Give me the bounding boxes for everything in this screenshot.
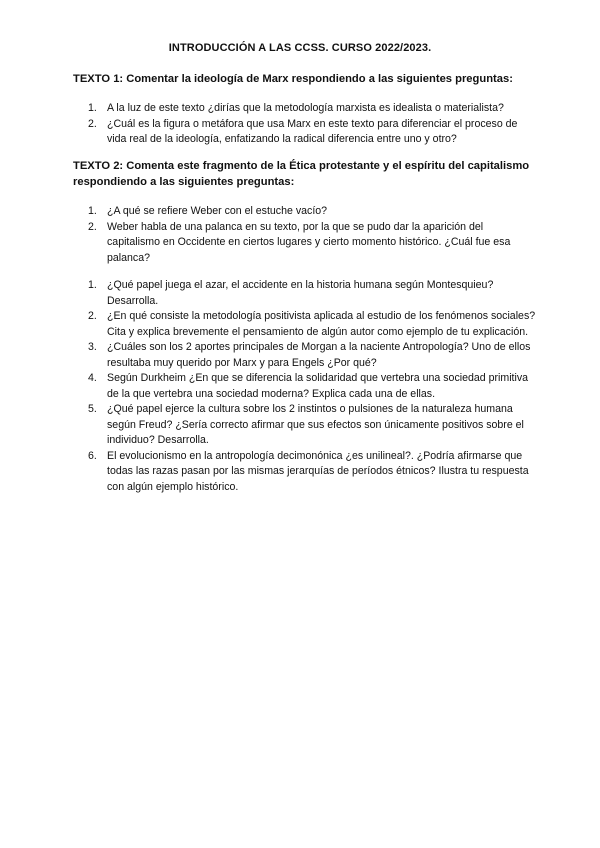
list-item-number: 2. bbox=[88, 310, 97, 322]
list-item-number: 4. bbox=[88, 372, 97, 384]
list-item-text: Weber habla de una palanca en su texto, por la que se pudo dar la aparición del capitalismo en Occidente en ciertos lugares y cierto momento histórico. ¿Cuál fue esa palanca? bbox=[107, 220, 511, 264]
list-item bbox=[88, 101, 538, 117]
list-item-text: ¿Qué papel ejerce la cultura sobre los 2 instintos o pulsiones de la naturaleza humana según Freud? ¿Sería correcto afirmar que sus efectos son únicamente positivos sobre el individuo? Desarrolla. bbox=[107, 403, 524, 446]
list-item-text: ¿Cuáles son los 2 aportes principales de Morgan a la naciente Antropología? Uno de ellos resultaba muy querido por Marx y para Engels ¿Por qué? bbox=[107, 341, 531, 369]
list-item bbox=[88, 117, 538, 148]
list-item-text: El evolucionismo en la antropología decimonónica ¿es unilineal?. ¿Podría afirmarse que todas las razas pasan por las mismas jerarquías de períodos étnicos? Ilustra tu respuesta con algún ejemplo histórico. bbox=[107, 449, 529, 493]
general-question-list bbox=[88, 278, 538, 495]
list-item bbox=[88, 204, 538, 220]
list-item-number: 6. bbox=[88, 449, 97, 462]
list-item-text: ¿Cuál es la figura o metáfora que usa Marx en este texto para diferenciar el proceso de vida real de la ideología, enfatizando la radical diferencia entre uno y otro? bbox=[107, 117, 518, 145]
list-item bbox=[88, 449, 538, 496]
list-item-number: 3. bbox=[88, 341, 97, 353]
list-item bbox=[88, 220, 538, 267]
text2-question-list bbox=[88, 204, 538, 266]
list-item-number: 1. bbox=[88, 102, 97, 114]
list-item-text: ¿En qué consiste la metodología positivista aplicada al estudio de los fenómenos sociales? Cita y explica brevemente el pensamiento de algún autor como ejemplo de tu explicación. bbox=[107, 310, 536, 338]
list-item bbox=[88, 309, 538, 340]
list-item bbox=[88, 278, 538, 309]
list-item bbox=[88, 402, 538, 449]
list-item-number: 1. bbox=[88, 205, 97, 217]
list-item-number: 2. bbox=[88, 117, 97, 130]
list-item-text: ¿A qué se refiere Weber con el estuche vacío? bbox=[107, 205, 328, 217]
list-item-number: 2. bbox=[88, 220, 97, 233]
text1-heading: TEXTO 1: Comentar la ideología de Marx respondiendo a las siguientes preguntas: bbox=[73, 73, 513, 85]
list-item-number: 5. bbox=[88, 403, 97, 415]
list-item-number: 1. bbox=[88, 279, 97, 291]
document-title: INTRODUCCIÓN A LAS CCSS. CURSO 2022/2023. bbox=[168, 42, 432, 54]
list-item bbox=[88, 371, 538, 402]
text1-question-list bbox=[88, 101, 538, 148]
list-item bbox=[88, 340, 538, 371]
list-item-text: Según Durkheim ¿En que se diferencia la solidaridad que vertebra una sociedad primitiva de la que vertebra una sociedad moderna? Explica cada una de ellas. bbox=[107, 372, 529, 400]
text2-heading: TEXTO 2: Comenta este fragmento de la Ética protestante y el espíritu del capitalismo respondiendo a las siguientes preguntas: bbox=[73, 160, 530, 188]
list-item-text: ¿Qué papel juega el azar, el accidente en la historia humana según Montesquieu? Desarrolla. bbox=[107, 279, 494, 307]
list-item-text: A la luz de este texto ¿dirías que la metodología marxista es idealista o materialista? bbox=[107, 102, 504, 114]
